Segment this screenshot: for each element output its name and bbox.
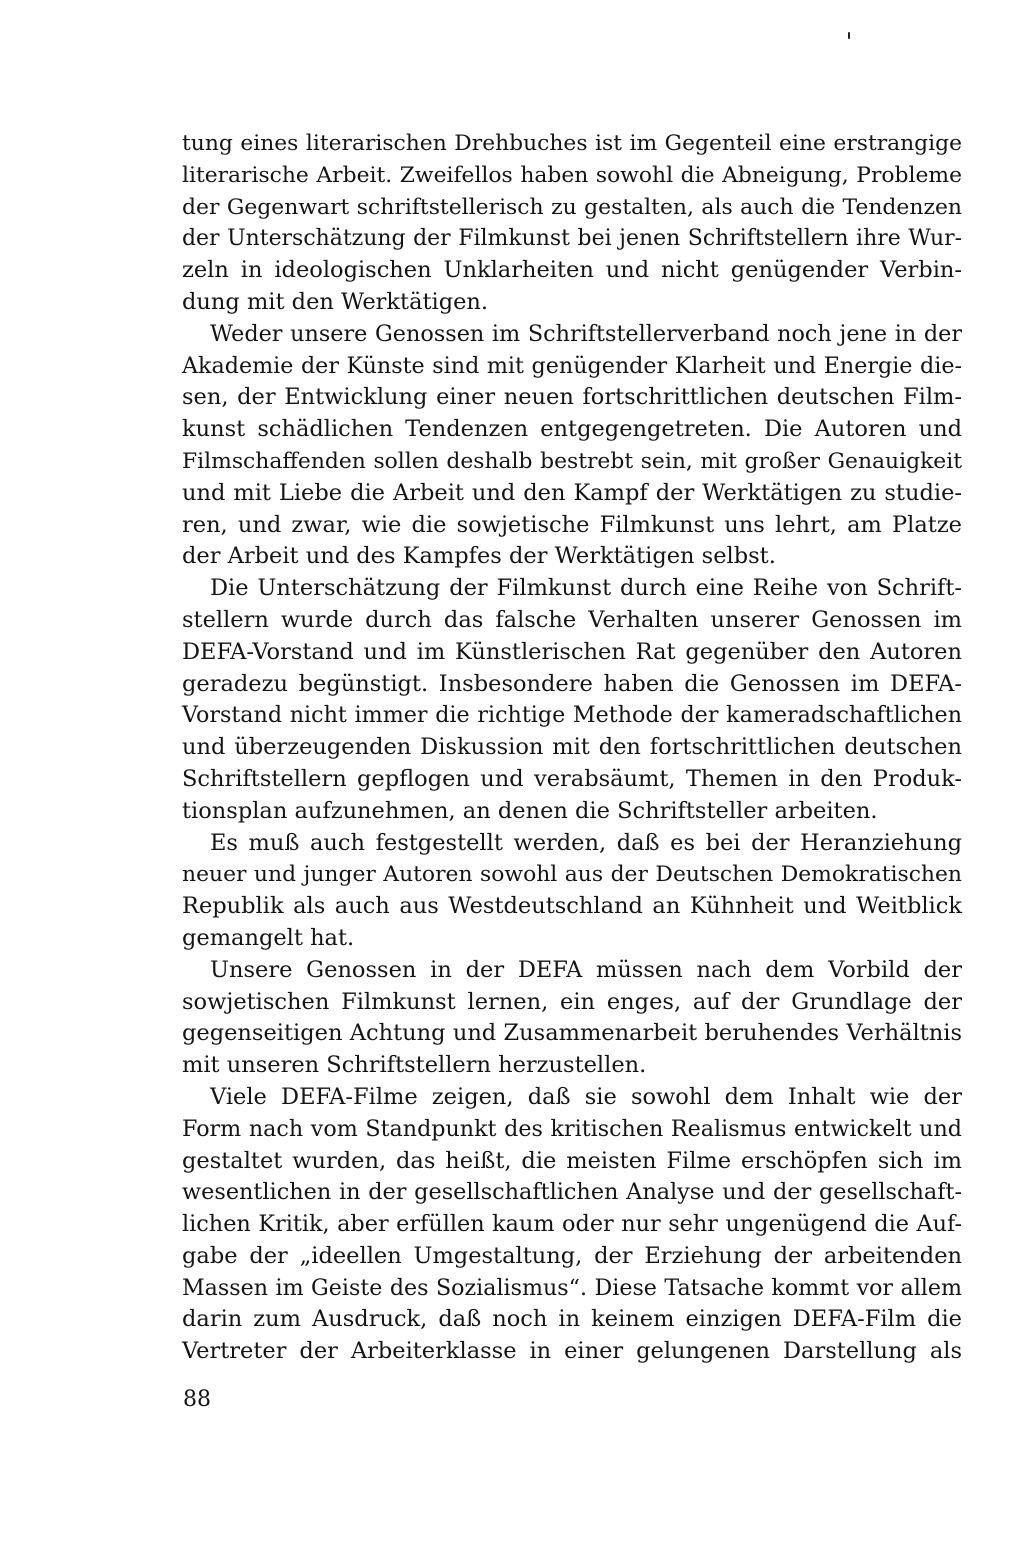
text-line: zeln in ideologischen Unklarheiten und nicht genügender Verbin- bbox=[182, 257, 962, 284]
text-line: Schriftstellern gepflogen und verabsäumt, Themen in den Produk- bbox=[182, 765, 962, 792]
text-line: stellern wurde durch das falsche Verhalten unserer Genossen im bbox=[182, 606, 962, 633]
text-line: Die Unterschätzung der Filmkunst durch eine Reihe von Schrift- bbox=[210, 575, 962, 602]
text-line: tionsplan aufzunehmen, an denen die Schriftsteller arbeiten. bbox=[182, 797, 878, 824]
text-line: geradezu begünstigt. Insbesondere haben die Genossen im DEFA- bbox=[182, 670, 962, 697]
paragraph-6 bbox=[182, 1082, 962, 1368]
text-line: Vorstand nicht immer die richtige Methode der kameradschaftlichen bbox=[182, 702, 962, 729]
text-line: tung eines literarischen Drehbuches ist im Gegenteil eine erstrangige bbox=[182, 131, 962, 156]
body-text bbox=[182, 128, 962, 1368]
text-line: Republik als auch aus Westdeutschland an Kühnheit und Weitblick bbox=[182, 893, 962, 920]
text-line: und mit Liebe die Arbeit und den Kampf der Werktätigen zu studie- bbox=[182, 479, 962, 506]
text-line: Unsere Genossen in der DEFA müssen nach dem Vorbild der bbox=[210, 956, 962, 983]
text-line: Massen im Geiste des Sozialismus“. Diese Tatsache kommt vor allem bbox=[182, 1274, 962, 1301]
paragraph-3 bbox=[182, 573, 962, 827]
text-line: sowjetischen Filmkunst lernen, ein enges, auf der Grundlage der bbox=[182, 988, 962, 1015]
paragraph-4 bbox=[182, 828, 962, 955]
text-line: und überzeugenden Diskussion mit den fortschrittlichen deutschen bbox=[182, 734, 962, 761]
text-line: der Gegenwart schriftstellerisch zu gestalten, als auch die Tendenzen bbox=[182, 194, 962, 220]
text-line: ren, und zwar, wie die sowjetische Filmkunst uns lehrt, am Platze bbox=[182, 511, 962, 538]
text-line: lichen Kritik, aber erfüllen kaum oder nur sehr ungenügend die Auf- bbox=[182, 1211, 962, 1238]
text-line: der Unterschätzung der Filmkunst bei jenen Schriftstellern ihre Wur- bbox=[182, 226, 962, 252]
text-line: Weder unsere Genossen im Schriftstellerverband noch jene in der bbox=[210, 320, 962, 347]
text-line: kunst schädlichen Tendenzen entgegengetreten. Die Autoren und bbox=[182, 416, 962, 443]
text-line: Form nach vom Standpunkt des kritischen Realismus entwickelt und bbox=[182, 1115, 962, 1142]
text-line: der Arbeit und des Kampfes der Werktätigen selbst. bbox=[182, 543, 776, 570]
text-line: Filmschaffenden sollen deshalb bestrebt sein, mit großer Genauigkeit bbox=[182, 448, 962, 474]
text-line: sen, der Entwicklung einer neuen fortschrittlichen deutschen Film- bbox=[182, 384, 962, 411]
text-line: Vertreter der Arbeiterklasse in einer gelungenen Darstellung als bbox=[182, 1338, 962, 1365]
text-line: Es muß auch festgestellt werden, daß es bei der Heranziehung bbox=[210, 829, 962, 856]
text-line: darin zum Ausdruck, daß noch in keinem einzigen DEFA-Film die bbox=[182, 1306, 962, 1333]
paragraph-1 bbox=[182, 128, 962, 319]
text-line: Akademie der Künste sind mit genügender Klarheit und Energie die- bbox=[182, 352, 962, 379]
text-line: neuer und junger Autoren sowohl aus der Deutschen Demokratischen bbox=[182, 862, 962, 888]
text-line: gestaltet wurden, das heißt, die meisten Filme erschöpfen sich im bbox=[182, 1147, 962, 1174]
page-number: 88 bbox=[183, 1387, 211, 1412]
text-line: gabe der „ideellen Umgestaltung, der Erziehung der arbeitenden bbox=[182, 1242, 962, 1269]
text-line: literarische Arbeit. Zweifellos haben sowohl die Abneigung, Probleme bbox=[182, 162, 962, 188]
text-line: wesentlichen in der gesellschaftlichen Analyse und der gesellschaft- bbox=[182, 1179, 962, 1206]
print-speck bbox=[848, 32, 850, 39]
text-line: Viele DEFA-Filme zeigen, daß sie sowohl dem Inhalt wie der bbox=[210, 1083, 962, 1110]
text-line: DEFA-Vorstand und im Künstlerischen Rat gegenüber den Autoren bbox=[182, 638, 962, 665]
text-line: mit unseren Schriftstellern herzustellen. bbox=[182, 1052, 647, 1079]
paragraph-5 bbox=[182, 955, 962, 1082]
text-line: gemangelt hat. bbox=[182, 924, 355, 951]
text-line: dung mit den Werktätigen. bbox=[182, 288, 489, 315]
paragraph-2 bbox=[182, 319, 962, 573]
text-line: gegenseitigen Achtung und Zusammenarbeit beruhendes Verhältnis bbox=[182, 1020, 962, 1047]
